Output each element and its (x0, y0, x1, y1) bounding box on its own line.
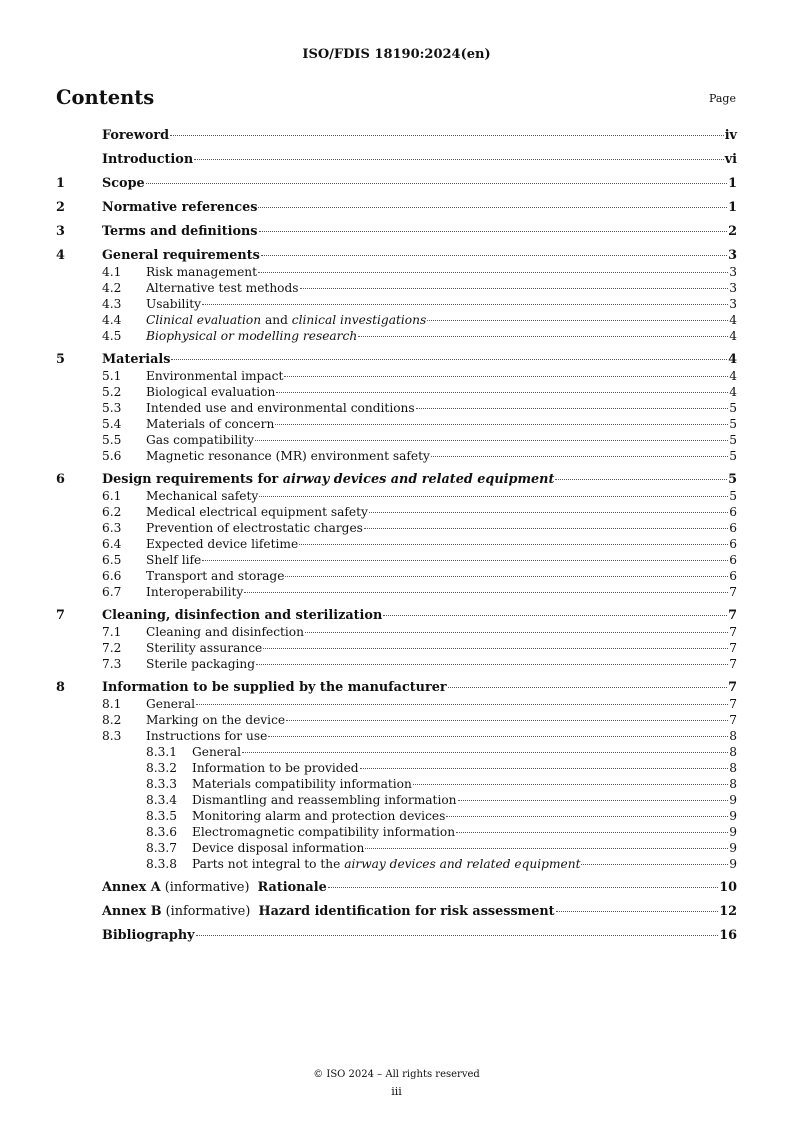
toc-dot-leader (360, 767, 729, 769)
toc-entry-title-segment: Shelf life (146, 553, 202, 567)
toc-entry-title-segment: Parts not integral to the (192, 857, 345, 871)
toc-entry[interactable] (56, 552, 737, 568)
toc-entry-number: 1 (56, 176, 65, 191)
toc-entry-title-segment: Sterile packaging (146, 657, 256, 671)
toc-entry-page: 7 (729, 585, 737, 599)
toc-dot-leader (258, 271, 728, 273)
toc-entry-title-segment: Sterility assurance (146, 641, 263, 655)
toc-entry-title-segment: Risk management (146, 265, 258, 279)
toc-entry[interactable] (56, 824, 737, 840)
toc-entry-title (146, 624, 304, 640)
toc-entry-number: 8.3.7 (146, 841, 178, 855)
toc-entry-number: 8.3 (102, 729, 122, 743)
toc-entry-title-segment: Biophysical or modelling research (146, 329, 358, 343)
toc-dot-leader (259, 230, 728, 232)
toc-entry-title (146, 384, 275, 400)
toc-dot-leader (427, 319, 728, 321)
toc-entry-title-segment: Gas compatibility (146, 433, 254, 447)
toc-entry-page: 4 (729, 313, 737, 327)
toc-entry[interactable] (56, 416, 737, 432)
toc-entry[interactable] (56, 384, 737, 400)
toc-entry[interactable] (56, 448, 737, 464)
toc-entry-title-segment: Environmental impact (146, 369, 284, 383)
toc-entry-number: 6.6 (102, 569, 122, 583)
toc-entry-title (146, 640, 262, 656)
toc-entry[interactable] (56, 728, 737, 744)
toc-entry[interactable] (56, 624, 737, 640)
toc-entry-number: 5.3 (102, 401, 122, 415)
toc-entry-number: 6.5 (102, 553, 122, 567)
toc-entry-title-segment: Alternative test methods (146, 281, 299, 295)
toc-entry[interactable] (56, 928, 737, 944)
page-number: iii (391, 1085, 402, 1098)
toc-entry-number: 8 (56, 680, 65, 695)
toc-entry-title-segment: Foreword (102, 128, 170, 143)
toc-entry[interactable] (56, 808, 737, 824)
toc-entry-number: 4 (56, 248, 65, 263)
toc-entry-title (146, 568, 284, 584)
toc-entry-title-segment: Hazard identification for risk assessment (258, 904, 555, 919)
toc-dot-leader (244, 591, 728, 593)
toc-entry-number: 4.5 (102, 329, 122, 343)
toc-dot-leader (458, 799, 729, 801)
toc-entry-page: 5 (729, 449, 737, 463)
toc-dot-leader (196, 703, 728, 705)
toc-entry-title (102, 128, 169, 144)
toc-entry-number: 7.2 (102, 641, 122, 655)
toc-entry-title (102, 680, 447, 696)
toc-entry[interactable] (56, 368, 737, 384)
toc-entry-title (102, 880, 327, 896)
toc-entry[interactable] (56, 520, 737, 536)
toc-entry[interactable] (56, 352, 737, 368)
toc-entry-title (146, 696, 195, 712)
toc-entry-title (102, 608, 382, 624)
toc-entry[interactable] (56, 128, 737, 144)
toc-dot-leader (170, 134, 724, 136)
toc-entry-page: 3 (728, 248, 737, 263)
toc-entry-page: 9 (729, 825, 737, 839)
toc-entry-title (192, 776, 412, 792)
toc-dot-leader (364, 527, 728, 529)
toc-entry-title (102, 928, 195, 944)
toc-entry[interactable] (56, 264, 737, 280)
toc-entry-number: 8.3.8 (146, 857, 178, 871)
page-title: Contents (56, 86, 155, 109)
toc-entry-title-segment: Electromagnetic compatibility information (192, 825, 456, 839)
toc-entry-page: 7 (729, 657, 737, 671)
toc-dot-leader (242, 751, 728, 753)
toc-entry-title (146, 296, 201, 312)
toc-entry-title-segment: Transport and storage (146, 569, 285, 583)
toc-entry[interactable] (56, 656, 737, 672)
toc-entry-page: 3 (729, 265, 737, 279)
toc-dot-leader (261, 254, 727, 256)
toc-entry-number: 2 (56, 200, 65, 215)
toc-entry[interactable] (56, 504, 737, 520)
toc-entry[interactable] (56, 568, 737, 584)
toc-entry-page: 8 (729, 745, 737, 759)
toc-dot-leader (194, 158, 724, 160)
toc-dot-leader (431, 455, 728, 457)
toc-entry-page: 5 (729, 401, 737, 415)
toc-entry-page: 5 (729, 489, 737, 503)
toc-dot-leader (286, 719, 728, 721)
toc-entry[interactable] (56, 248, 737, 264)
toc-entry-title (192, 856, 580, 872)
toc-dot-leader (255, 439, 728, 441)
toc-entry-title (102, 904, 555, 920)
toc-entry-title (146, 264, 257, 280)
toc-dot-leader (268, 735, 728, 737)
toc-entry-title (192, 840, 364, 856)
toc-entry-page: 7 (729, 641, 737, 655)
toc-entry[interactable] (56, 608, 737, 624)
table-of-contents (56, 128, 737, 944)
toc-entry-title-segment: Mechanical safety (146, 489, 259, 503)
toc-entry-number: 8.3.2 (146, 761, 178, 775)
toc-entry[interactable] (56, 312, 737, 328)
toc-entry-page: 6 (729, 569, 737, 583)
toc-entry[interactable] (56, 296, 737, 312)
toc-entry-title (146, 328, 357, 344)
toc-dot-leader (416, 407, 729, 409)
toc-entry[interactable] (56, 776, 737, 792)
toc-entry-title-segment: Information to be supplied by the manufacturer (102, 680, 447, 695)
toc-entry-title (102, 352, 170, 368)
toc-entry-title-segment: Design requirements for (102, 472, 283, 487)
toc-entry-title-segment: Rationale (257, 880, 327, 895)
toc-entry-title (146, 536, 298, 552)
toc-entry-title-segment: (informative) (160, 880, 258, 895)
toc-dot-leader (328, 886, 718, 888)
toc-entry-page: 16 (719, 928, 737, 943)
toc-entry[interactable] (56, 712, 737, 728)
toc-entry-title-segment: Marking on the device (146, 713, 286, 727)
copyright-notice: © ISO 2024 – All rights reserved (313, 1069, 480, 1080)
toc-entry-page: 7 (728, 680, 737, 695)
toc-dot-leader (299, 543, 728, 545)
toc-entry-title-segment: Information to be provided (192, 761, 359, 775)
toc-entry-title (146, 584, 243, 600)
toc-entry-title (102, 200, 257, 216)
toc-entry-number: 8.1 (102, 697, 122, 711)
toc-entry-title (146, 552, 201, 568)
toc-entry-number: 8.3.3 (146, 777, 178, 791)
toc-entry-page: 5 (729, 433, 737, 447)
toc-entry[interactable] (56, 856, 737, 872)
toc-dot-leader (258, 206, 727, 208)
toc-entry-number: 8.2 (102, 713, 122, 727)
toc-entry-title-segment: Terms and definitions (102, 224, 258, 239)
toc-entry[interactable] (56, 152, 737, 168)
toc-dot-leader (202, 559, 728, 561)
toc-entry-title-segment: Medical electrical equipment safety (146, 505, 368, 519)
toc-dot-leader (383, 614, 727, 616)
toc-entry-title-segment: Cleaning, disinfection and sterilization (102, 608, 383, 623)
toc-entry-page: 7 (728, 608, 737, 623)
toc-entry[interactable] (56, 760, 737, 776)
toc-entry-page: 7 (729, 697, 737, 711)
toc-entry-number: 8.3.4 (146, 793, 178, 807)
toc-entry-title (102, 176, 145, 192)
toc-entry-number: 7.1 (102, 625, 122, 639)
toc-dot-leader (300, 287, 729, 289)
toc-entry-page: 4 (728, 352, 737, 367)
toc-entry[interactable] (56, 536, 737, 552)
toc-entry[interactable] (56, 744, 737, 760)
toc-entry[interactable] (56, 840, 737, 856)
toc-entry-page: 4 (729, 369, 737, 383)
toc-entry[interactable] (56, 400, 737, 416)
toc-entry-title-segment: Scope (102, 176, 145, 191)
toc-entry-page: 8 (729, 777, 737, 791)
toc-entry-number: 8.3.1 (146, 745, 178, 759)
toc-entry-number: 3 (56, 224, 65, 239)
toc-entry-title-segment: clinical investigations (291, 313, 427, 327)
toc-entry-title-segment: Materials of concern (146, 417, 275, 431)
toc-entry-page: 1 (728, 200, 737, 215)
toc-entry-title-segment: Annex B (102, 904, 162, 919)
toc-dot-leader (456, 831, 728, 833)
toc-entry-title (192, 792, 457, 808)
toc-entry-title-segment: Introduction (102, 152, 194, 167)
toc-entry-number: 4.4 (102, 313, 122, 327)
toc-entry-page: 8 (729, 761, 737, 775)
toc-entry-page: 9 (729, 841, 737, 855)
toc-entry-title-segment: and (261, 313, 292, 327)
page-column-label: Page (708, 92, 736, 105)
toc-entry-title (192, 760, 359, 776)
toc-entry-page: 12 (719, 904, 737, 919)
toc-entry-page: 3 (729, 297, 737, 311)
toc-entry-page: iv (724, 128, 737, 143)
toc-entry[interactable] (56, 880, 737, 896)
toc-entry-number: 5.4 (102, 417, 122, 431)
toc-entry-title (146, 712, 285, 728)
toc-entry-number: 4.1 (102, 265, 122, 279)
toc-entry-number: 7 (56, 608, 65, 623)
toc-entry-number: 5.1 (102, 369, 122, 383)
toc-dot-leader (171, 358, 727, 360)
toc-entry-title-segment: Materials compatibility information (192, 777, 412, 791)
toc-dot-leader (146, 182, 727, 184)
toc-entry-title-segment: Clinical evaluation (146, 313, 262, 327)
toc-entry-page: 6 (729, 553, 737, 567)
document-header: ISO/FDIS 18190:2024(en) (302, 47, 491, 62)
toc-entry-page: 9 (729, 857, 737, 871)
toc-entry[interactable] (56, 432, 737, 448)
toc-dot-leader (365, 847, 728, 849)
toc-entry-title-segment: Usability (146, 297, 202, 311)
toc-dot-leader (276, 391, 728, 393)
toc-entry[interactable] (56, 696, 737, 712)
toc-entry-title (102, 248, 260, 264)
toc-entry[interactable] (56, 224, 737, 240)
toc-dot-leader (285, 575, 728, 577)
toc-entry-title-segment: airway devices and related equipment (344, 857, 581, 871)
toc-entry-number: 4.2 (102, 281, 122, 295)
toc-entry-title (192, 824, 455, 840)
toc-entry-title (146, 520, 363, 536)
toc-dot-leader (196, 934, 719, 936)
toc-entry-title-segment: Materials (102, 352, 171, 367)
toc-entry-page: 6 (729, 521, 737, 535)
toc-entry[interactable] (56, 328, 737, 344)
toc-entry-title-segment: General (146, 697, 195, 711)
toc-entry-title (146, 400, 415, 416)
toc-entry-title-segment: (informative) (161, 904, 259, 919)
toc-entry-title-segment: General requirements (102, 248, 260, 263)
toc-entry[interactable] (56, 200, 737, 216)
toc-entry-title (192, 808, 445, 824)
toc-entry-title-segment: Biological evaluation (146, 385, 276, 399)
toc-dot-leader (305, 631, 728, 633)
toc-dot-leader (369, 511, 728, 513)
toc-entry[interactable] (56, 472, 737, 488)
toc-entry[interactable] (56, 176, 737, 192)
toc-entry-page: 4 (729, 329, 737, 343)
toc-entry-title-segment: Annex A (102, 880, 161, 895)
toc-entry-title (146, 368, 283, 384)
toc-entry-title-segment: Expected device lifetime (146, 537, 299, 551)
toc-entry-page: 7 (729, 625, 737, 639)
toc-entry-title-segment: Device disposal information (192, 841, 365, 855)
toc-entry[interactable] (56, 584, 737, 600)
toc-entry-page: 5 (729, 417, 737, 431)
toc-dot-leader (581, 863, 728, 865)
toc-entry-title (146, 416, 274, 432)
toc-entry-title (146, 448, 430, 464)
toc-entry-title-segment: Instructions for use (146, 729, 268, 743)
toc-entry-number: 6.2 (102, 505, 122, 519)
toc-entry-title (146, 504, 368, 520)
toc-entry-page: 9 (729, 809, 737, 823)
toc-entry-number: 6.3 (102, 521, 122, 535)
toc-entry-page: 9 (729, 793, 737, 807)
toc-entry-number: 4.3 (102, 297, 122, 311)
toc-entry[interactable] (56, 904, 737, 920)
toc-entry-title (146, 728, 267, 744)
toc-dot-leader (358, 335, 728, 337)
toc-entry[interactable] (56, 792, 737, 808)
toc-entry-page: 7 (729, 713, 737, 727)
toc-entry-page: 4 (729, 385, 737, 399)
toc-entry-page: vi (724, 152, 737, 167)
toc-entry-page: 5 (728, 472, 737, 487)
toc-entry-title (146, 656, 255, 672)
toc-entry-title (146, 488, 258, 504)
toc-entry-title-segment: Normative references (102, 200, 258, 215)
toc-entry-title (146, 280, 299, 296)
toc-dot-leader (263, 647, 728, 649)
toc-entry[interactable] (56, 488, 737, 504)
toc-dot-leader (256, 663, 728, 665)
toc-entry-page: 6 (729, 537, 737, 551)
toc-entry-number: 5 (56, 352, 65, 367)
toc-dot-leader (275, 423, 728, 425)
toc-entry[interactable] (56, 280, 737, 296)
toc-dot-leader (555, 478, 727, 480)
toc-dot-leader (202, 303, 728, 305)
toc-dot-leader (413, 783, 728, 785)
toc-entry-title (146, 312, 426, 328)
toc-entry-title-segment: Cleaning and disinfection (146, 625, 304, 639)
toc-entry-title (102, 224, 258, 240)
toc-entry-page: 1 (728, 176, 737, 191)
toc-entry-number: 6 (56, 472, 65, 487)
toc-dot-leader (284, 375, 728, 377)
toc-entry-number: 8.3.5 (146, 809, 178, 823)
toc-entry-title-segment: Monitoring alarm and protection devices (192, 809, 446, 823)
toc-entry[interactable] (56, 640, 737, 656)
toc-entry-title-segment: Intended use and environmental conditions (146, 401, 415, 415)
toc-entry-page: 10 (719, 880, 737, 895)
toc-entry-number: 5.6 (102, 449, 122, 463)
toc-entry[interactable] (56, 680, 737, 696)
toc-entry-title (146, 432, 254, 448)
toc-entry-number: 6.7 (102, 585, 122, 599)
toc-entry-title-segment: Prevention of electrostatic charges (146, 521, 363, 535)
toc-entry-title-segment: Interoperability (146, 585, 244, 599)
toc-dot-leader (259, 495, 728, 497)
toc-entry-title-segment: Bibliography (102, 928, 195, 943)
toc-entry-title-segment: airway devices and related equipment (282, 472, 555, 487)
toc-entry-title-segment: General (192, 745, 241, 759)
toc-entry-title (102, 472, 554, 488)
toc-entry-page: 6 (729, 505, 737, 519)
toc-entry-number: 5.2 (102, 385, 122, 399)
toc-entry-page: 2 (728, 224, 737, 239)
toc-entry-number: 5.5 (102, 433, 122, 447)
toc-entry-page: 8 (729, 729, 737, 743)
toc-entry-title (192, 744, 241, 760)
toc-entry-number: 7.3 (102, 657, 122, 671)
toc-dot-leader (446, 815, 728, 817)
toc-dot-leader (556, 910, 719, 912)
toc-entry-title (102, 152, 193, 168)
toc-entry-number: 8.3.6 (146, 825, 178, 839)
toc-entry-title-segment: Magnetic resonance (MR) environment safety (146, 449, 430, 463)
toc-entry-number: 6.1 (102, 489, 122, 503)
toc-entry-number: 6.4 (102, 537, 122, 551)
toc-entry-title-segment: Dismantling and reassembling information (192, 793, 457, 807)
toc-entry-page: 3 (729, 281, 737, 295)
toc-dot-leader (448, 686, 727, 688)
